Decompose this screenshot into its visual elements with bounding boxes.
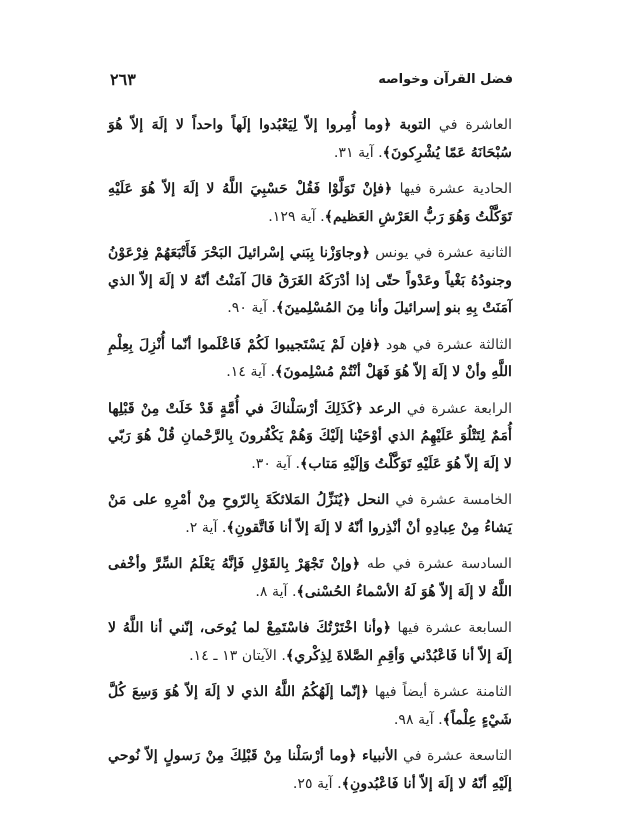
paragraph [108,396,512,479]
paragraph-intro: السابعة عشرة فيها [397,620,512,636]
quran-verse: ﴿فإن لَمْ يَسْتَجيبوا لَكُمْ فَاعْلَموا أنّما أُنْزِلَ بِعِلْمِ اللَّهِ وأنْ لا إلَهَ إلاّ هُوَ فَهَلْ أنْتُمْ مُسْلِمونَ﴾ [108,336,512,380]
page-number: ٢٦٣ [110,69,136,89]
page-header [110,68,513,90]
paragraph [108,240,512,323]
page-body [108,112,512,807]
quran-verse: ﴿وما أُمِروا إلاّ لِيَعْبُدوا إلَهاً واحداً لا إلَهَ إلاّ هُوَ سُبْحَانَهُ عَمّا يُشْرِكونَ﴾ [108,117,512,161]
quran-verse: ﴿كَذَلِكَ أرْسَلْناكَ في أُمَّةٍ قَدْ خَلَتْ مِنْ قَبْلِها أُمَمٌ لِتَتْلُوَ عَلَيْهِمُ الذي أوْحَيْنا إلَيْكَ وَهُمْ يَكْفُرونَ بِالرَّحْمانِ قُلْ هُوَ رَبّي لا إلَهَ إلاّ هُوَ عَلَيْهِ تَوَكَّلْتُ وَإلَيْهِ مَتاب﴾ [108,400,512,472]
surah-name: الرعد [368,400,401,417]
verse-reference: . آية ٢. [185,519,227,536]
paragraph-intro: العاشرة في [438,117,513,133]
paragraph [108,679,512,734]
verse-reference: . آية ١٢٩. [268,208,325,225]
paragraph-intro: التاسعة عشرة في [403,748,513,764]
quran-verse: ﴿وأنا اخْتَرْتُكَ فاسْتَمِعْ لما يُوحَى، إنّني أنا اللَّهُ لا إلَهَ إلاّ أنا فَاعْبُدْني وَأقِمِ الصَّلاةَ لِذِكْري﴾ [108,620,512,664]
verse-reference: . آية ١٤. [226,364,275,380]
paragraph-intro: الثانية عشرة في يونس [375,245,512,261]
paragraph [108,176,512,231]
quran-verse: ﴿وجاوَزْنا بِبَني إسْرائيلَ البَحْرَ فَأَتْبَعَهُمْ فِرْعَوْنُ وجنودُهُ بَغْياً وعَدْواً حتّى إذا أدْرَكَهُ الغَرَقُ قالَ آمَنْتُ أنّهُ لا إلَهَ إلاّ الذي آمَنَتْ بِهِ بنو إسرائيلَ وأنا مِنَ المُسْلِمينَ﴾ [108,245,512,316]
paragraph-intro: الثامنة عشرة أيضاً فيها [374,684,512,700]
paragraph [108,112,512,167]
quran-verse: ﴿وإنْ تَجْهَرْ بِالقَوْلِ فَإنَّهُ يَعْلَمُ السِّرَّ وأخْفى اللَّهُ لا إلَهَ إلاّ هُوَ لَهُ الأسْماءُ الحُسْنى﴾ [108,556,512,600]
paragraph-intro: الرابعة عشرة في [406,400,513,417]
paragraph [108,551,512,606]
quran-verse: ﴿فإنْ تَوَلَّوْا فَقُلْ حَسْبِيَ اللَّهُ لا إلَهَ إلاّ هُوَ عَلَيْهِ تَوَكَّلْتُ وَهُوَ رَبُّ العَرْشِ العَظيم﴾ [108,181,512,225]
verse-reference: . آية ٩٨. [393,711,443,728]
quran-verse: ﴿وما أرْسَلْنا مِنْ قَبْلِكَ مِنْ رَسولٍ إلاّ نُوحي إلَيْهِ أنّهُ لا إلَهَ إلاّ أنا فَاعْبُدونِ﴾ [108,748,512,792]
running-title: فضل القرآن وخواصه [378,71,513,87]
paragraph [108,615,512,670]
verse-reference: . الآيتان ١٣ ـ ١٤. [189,647,286,664]
paragraph [108,487,512,542]
verse-reference: . آية ٩٠. [227,300,277,316]
paragraph-intro: السادسة عشرة في طه [366,556,512,572]
quran-verse: ﴿يُنَزِّلُ المَلائكَةَ بِالرّوحِ مِنْ أمْرِهِ على مَنْ يَشاءُ مِنْ عِبادِهِ أنْ أنْذِروا أنّهُ لا إلَهَ إلاّ أنا فَاتَّقونِ﴾ [108,492,512,536]
paragraph [108,332,512,387]
verse-reference: . آية ٨. [255,583,297,600]
paragraph-intro: الخامسة عشرة في [395,492,513,508]
surah-name: الأنبياء [362,748,398,764]
verse-reference: . آية ٢٥. [292,775,342,792]
surah-name: التوبة [399,117,431,133]
paragraph-intro: الحادية عشرة فيها [399,181,513,197]
paragraph-intro: الثالثة عشرة في هود [386,336,512,353]
surah-name: النحل [356,492,390,508]
quran-verse: ﴿إنّما إلَهُكُمُ اللَّهُ الذي لا إلَهَ إلاّ هُوَ وَسِعَ كُلَّ شَيْءٍ عِلْماً﴾ [108,684,512,728]
verse-reference: . آية ٣١. [333,144,383,161]
verse-reference: . آية ٣٠. [251,455,301,472]
paragraph [108,743,512,798]
